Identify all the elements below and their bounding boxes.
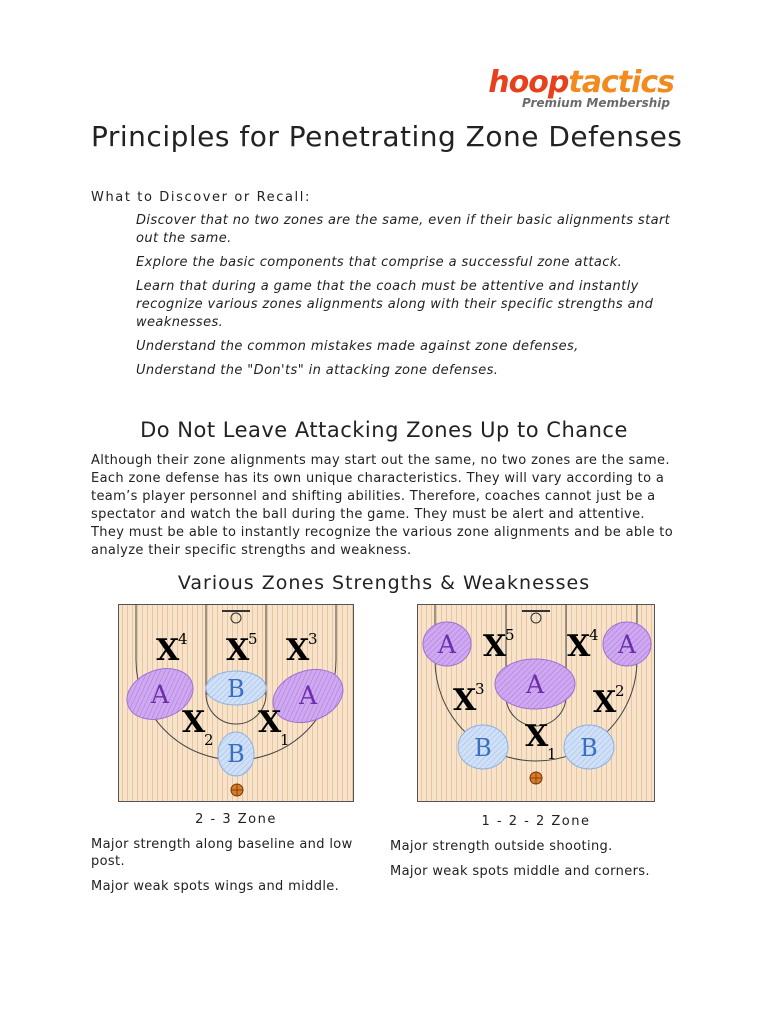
zone2-weakness: Major weak spots middle and corners.: [390, 864, 650, 879]
player-subscript: 3: [475, 680, 485, 698]
player-x4: X: [567, 629, 591, 664]
logo-tagline: Premium Membership: [522, 96, 670, 110]
player-subscript: 2: [615, 682, 625, 700]
list-item: Explore the basic components that comprise a successful zone attack.: [136, 255, 623, 270]
player-x2: X: [182, 705, 206, 740]
spot-label: B: [227, 675, 245, 703]
court-1-2-2-zone: [417, 604, 655, 802]
recall-heading: What to Discover or Recall:: [91, 190, 311, 205]
section-heading: Do Not Leave Attacking Zones Up to Chance: [140, 418, 628, 442]
player-x5: X: [483, 629, 507, 664]
logo-hoop: hoop: [488, 65, 569, 100]
player-subscript: 3: [308, 630, 318, 648]
player-subscript: 5: [505, 626, 515, 644]
zone-label-2-3: 2 - 3 Zone: [195, 812, 277, 827]
spot-label: A: [525, 670, 545, 699]
player-subscript: 4: [178, 630, 188, 648]
list-item: Understand the "Don'ts" in attacking zone defenses.: [136, 363, 499, 378]
spot-label: A: [298, 681, 318, 710]
zone2-strength: Major strength outside shooting.: [390, 839, 613, 854]
zone1-weakness: Major weak spots wings and middle.: [91, 879, 340, 894]
page-title: Principles for Penetrating Zone Defenses: [91, 120, 683, 153]
logo-tactics: tactics: [568, 65, 674, 100]
spot-label: B: [227, 740, 245, 768]
zone1-strength: Major strength along baseline and low post.: [91, 837, 353, 869]
player-x5: X: [226, 633, 250, 668]
recall-list: [136, 212, 696, 386]
court-2-3-zone: [118, 604, 354, 802]
player-subscript: 1: [547, 745, 557, 763]
player-subscript: 2: [204, 731, 214, 749]
spot-label: A: [617, 630, 637, 659]
player-x1: X: [258, 705, 282, 740]
list-item: Understand the common mistakes made against zone defenses,: [136, 339, 579, 354]
player-subscript: 1: [280, 731, 290, 749]
spot-label: B: [474, 734, 492, 762]
player-x3: X: [453, 683, 477, 718]
hooptactics-logo: [434, 66, 674, 114]
player-subscript: 4: [589, 626, 599, 644]
zones-heading: Various Zones Strengths & Weaknesses: [177, 572, 591, 594]
player-x1: X: [525, 719, 549, 754]
player-x4: X: [156, 633, 180, 668]
zone-label-1-2-2: 1 - 2 - 2 Zone: [481, 814, 591, 829]
spot-label: B: [580, 734, 598, 762]
section-paragraph: Although their zone alignments may start out the same, no two zones are the same. Each zone defense has its own unique characteristics. They will vary according to a team’s player personnel and shifting abilities. Therefore, coaches cannot just be a spectator and watch the ball during the game. They must be alert and attentive. They must be able to instantly recognize the various zone alignments and be able to analyze their specific strengths and weakness.: [91, 453, 674, 558]
spot-label: A: [150, 680, 170, 709]
logo-wordmark: [488, 66, 674, 100]
player-x2: X: [593, 685, 617, 720]
player-x3: X: [286, 633, 310, 668]
spot-label: A: [437, 630, 457, 659]
player-subscript: 5: [248, 630, 258, 648]
list-item: Learn that during a game that the coach must be attentive and instantly recognize various zones alignments along with their specific strengths and weaknesses.: [136, 279, 654, 330]
list-item: Discover that no two zones are the same, even if their basic alignments start out the same.: [136, 213, 671, 246]
